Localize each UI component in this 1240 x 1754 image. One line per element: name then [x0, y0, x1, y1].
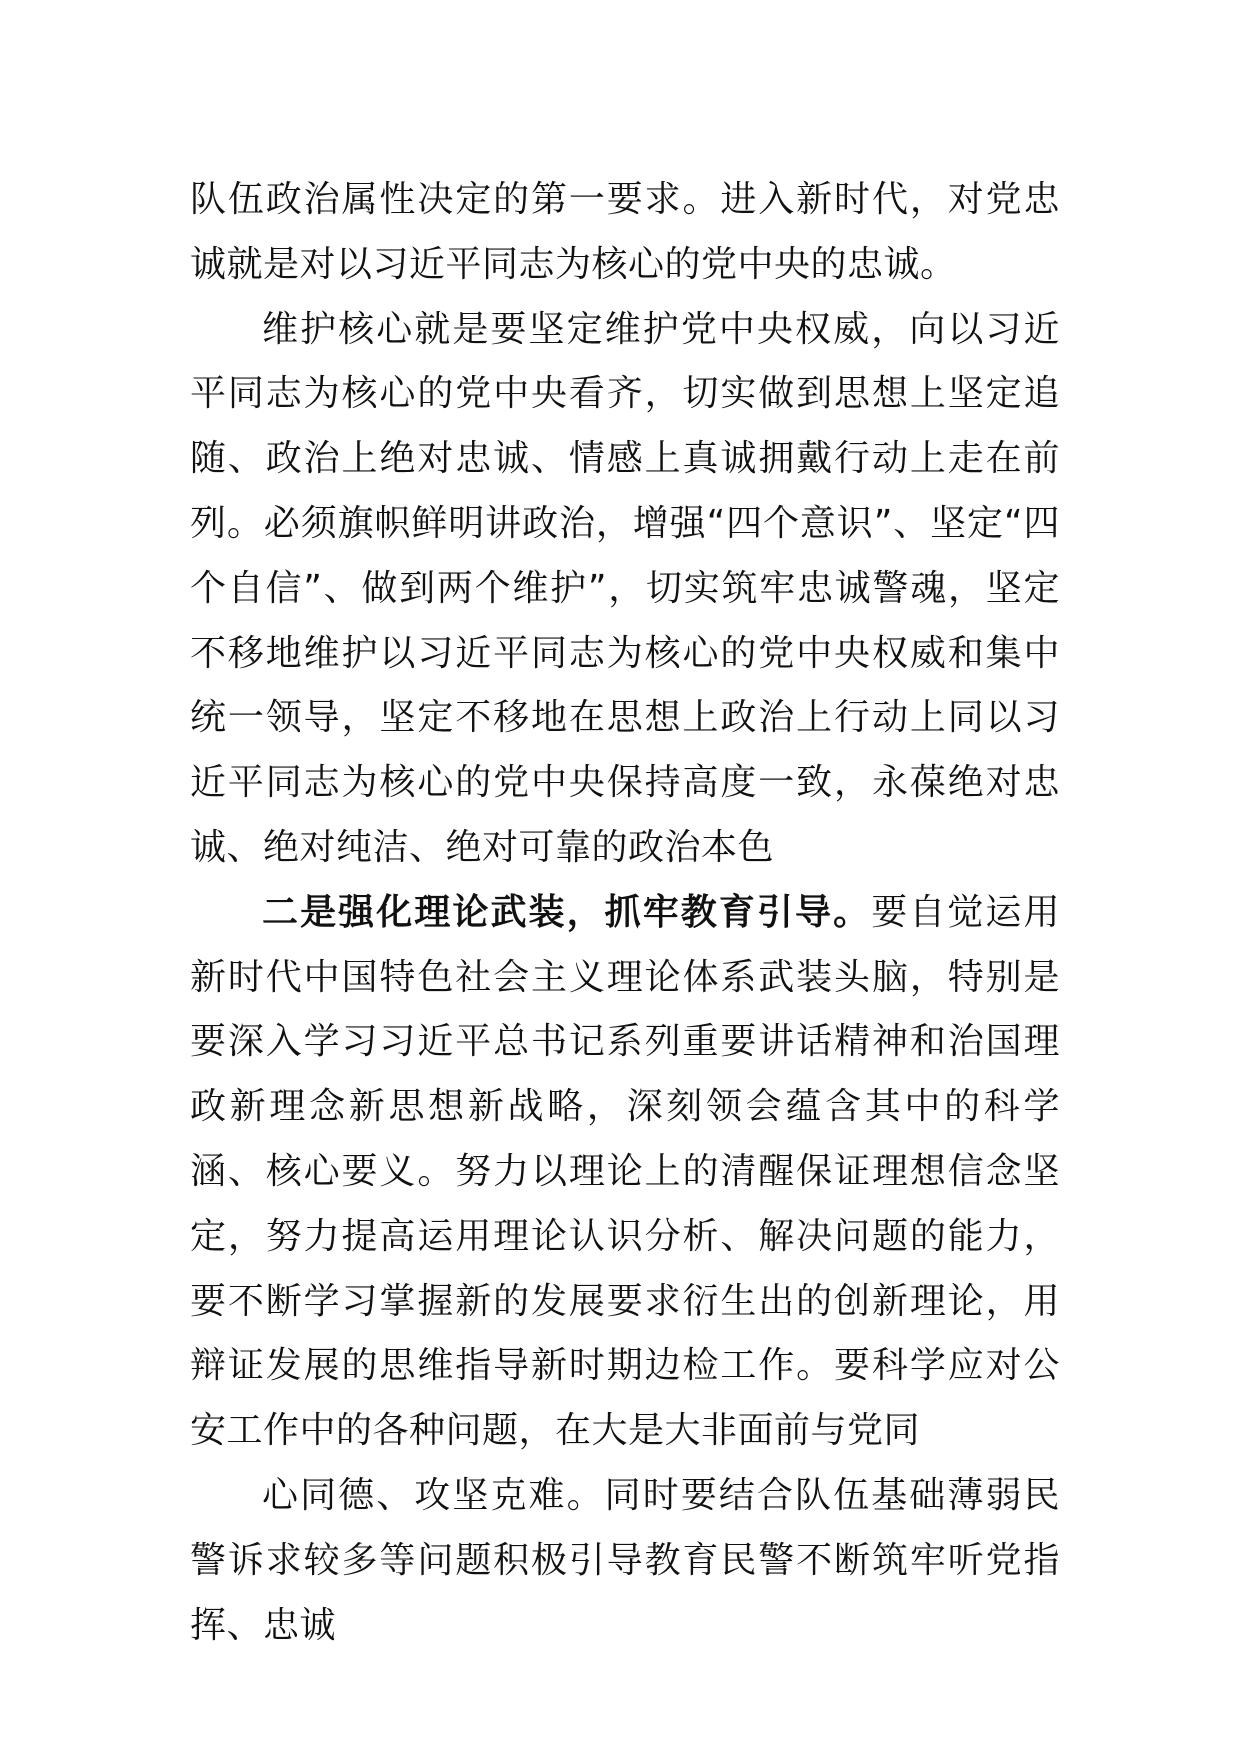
paragraph-3-heading: 二是强化理论武装，抓牢教育引导。 — [262, 891, 872, 933]
document-body — [190, 168, 1060, 1658]
paragraph-1-text: 队伍政治属性决定的第一要求。进入新时代，对党忠诚就是对以习近平同志为核心的党中央的忠诚。 — [190, 179, 1060, 285]
paragraph-3 — [190, 881, 1060, 1464]
paragraph-4-text: 心同德、攻坚克难。同时要结合队伍基础薄弱民警诉求较多等问题积极引导教育民警不断筑牢听党指挥、忠诚 — [190, 1474, 1060, 1646]
paragraph-2-text: 维护核心就是要坚定维护党中央权威，向以习近平同志为核心的党中央看齐，切实做到思想上坚定追随、政治上绝对忠诚、情感上真诚拥戴行动上走在前列。必须旗帜鲜明讲政治，增强“四个意识”、坚定“四个自信”、做到两个维护”，切实筑牢忠诚警魂，坚定不移地维护以习近平同志为核心的党中央权威和集中统一领导，坚定不移地在思想上政治上行动上同以习近平同志为核心的党中央保持高度一致，永葆绝对忠诚、绝对纯洁、绝对可靠的政治本色 — [190, 308, 1060, 868]
paragraph-1 — [190, 168, 1060, 298]
paragraph-3-text: 要自觉运用新时代中国特色社会主义理论体系武装头脑，特别是要深入学习习近平总书记系列重要讲话精神和治国理政新理念新思想新战略，深刻领会蕴含其中的科学涵、核心要义。努力以理论上的清醒保证理想信念坚定，努力提高运用理论认识分析、解决问题的能力，要不断学习掌握新的发展要求衍生出的创新理论，用辩证发展的思维指导新时期边检工作。要科学应对公安工作中的各种问题，在大是大非面前与党同 — [190, 891, 1060, 1452]
paragraph-4 — [190, 1464, 1060, 1658]
paragraph-2 — [190, 298, 1060, 881]
